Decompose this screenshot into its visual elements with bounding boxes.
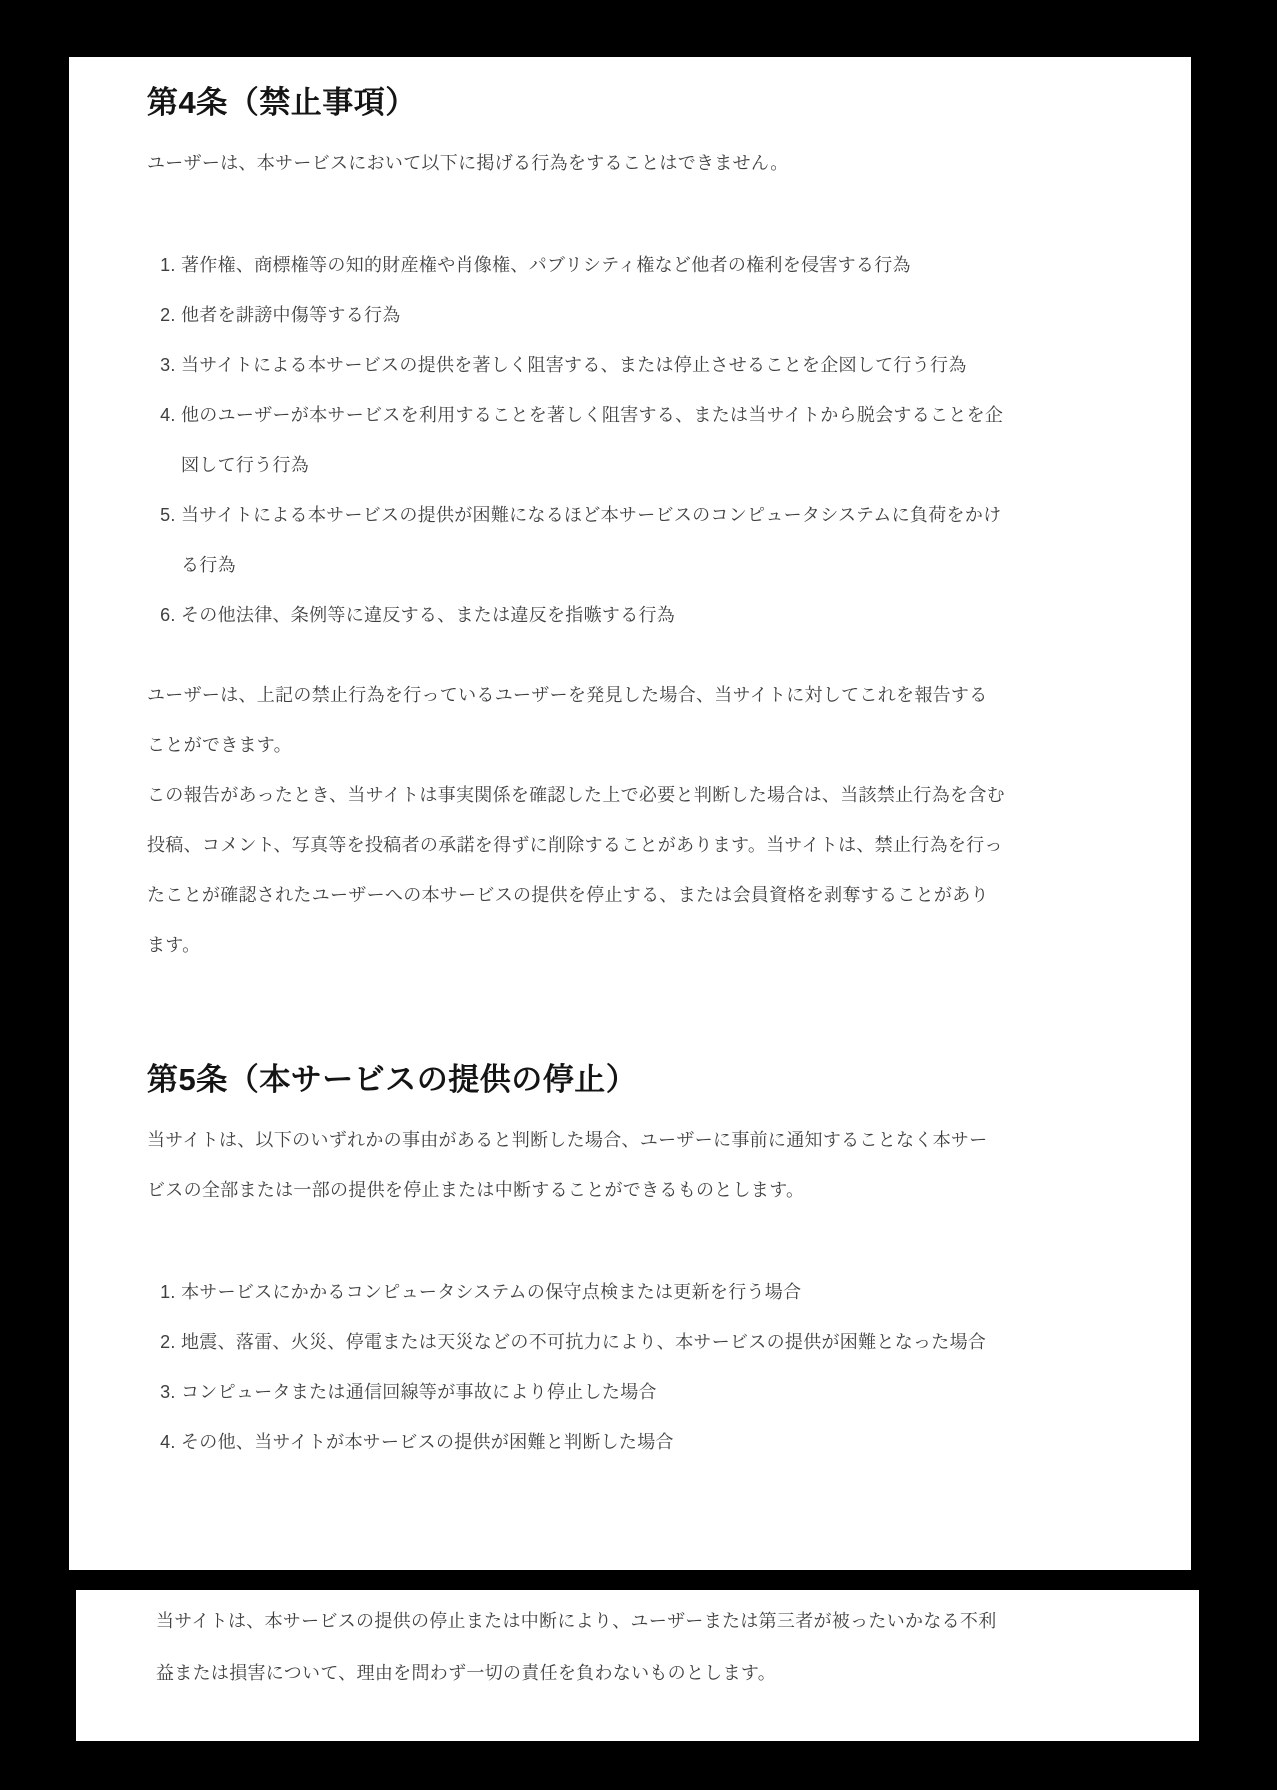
article4-action-paragraph: この報告があったとき、当サイトは事実関係を確認した上で必要と判断した場合は、当該禁止行為を含む投稿、コメント、写真等を投稿者の承諾を得ずに削除することがあります。当サイトは、禁止行為を行ったことが確認されたユーザーへの本サービスの提供を停止する、または会員資格を剥奪することがあります。: [147, 785, 1005, 955]
article4-report-paragraph: ユーザーは、上記の禁止行為を行っているユーザーを発見した場合、当サイトに対してこれを報告することができます。: [147, 685, 988, 755]
suspension-item-4: 4. その他、当サイトが本サービスの提供が困難と判断した場合: [181, 1417, 1005, 1467]
prohibited-item-5: 5. 当サイトによる本サービスの提供が困難になるほど本サービスのコンピュータシステムに負荷をかける行為: [181, 490, 1005, 590]
article5-suspension-list: [147, 1267, 1005, 1467]
suspension-item-2: 2. 地震、落雷、火災、停電または天災などの不可抗力により、本サービスの提供が困難となった場合: [181, 1317, 1005, 1367]
prohibited-item-6: 6. その他法律、条例等に違反する、または違反を指嗾する行為: [181, 590, 1005, 640]
terms-content: [147, 81, 1005, 1467]
disclaimer-card: [76, 1590, 1199, 1741]
article4-heading: 第4条（禁止事項）: [147, 85, 417, 120]
suspension-item-3: 3. コンピュータまたは通信回線等が事故により停止した場合: [181, 1367, 1005, 1417]
article5-intro: 当サイトは、以下のいずれかの事由があると判断した場合、ユーザーに事前に通知することなく本サービスの全部または一部の提供を停止または中断することができるものとします。: [147, 1130, 988, 1200]
prohibited-item-3: 3. 当サイトによる本サービスの提供を著しく阻害する、または停止させることを企図して行う行為: [181, 340, 1005, 390]
article4-prohibited-list: [147, 240, 1005, 640]
terms-main-card: [69, 57, 1191, 1570]
suspension-item-1: 1. 本サービスにかかるコンピュータシステムの保守点検または更新を行う場合: [181, 1267, 1005, 1317]
article4-intro: ユーザーは、本サービスにおいて以下に掲げる行為をすることはできません。: [147, 153, 789, 173]
disclaimer-text: 当サイトは、本サービスの提供の停止または中断により、ユーザーまたは第三者が被ったいかなる不利益または損害について、理由を問わず一切の責任を負わないものとします。: [156, 1611, 997, 1683]
prohibited-item-1: 1. 著作権、商標権等の知的財産権や肖像権、パブリシティ権など他者の権利を侵害する行為: [181, 240, 1005, 290]
prohibited-item-4: 4. 他のユーザーが本サービスを利用することを著しく阻害する、または当サイトから脱会することを企図して行う行為: [181, 390, 1005, 490]
article5-heading: 第5条（本サービスの提供の停止）: [147, 1062, 638, 1097]
prohibited-item-2: 2. 他者を誹謗中傷等する行為: [181, 290, 1005, 340]
